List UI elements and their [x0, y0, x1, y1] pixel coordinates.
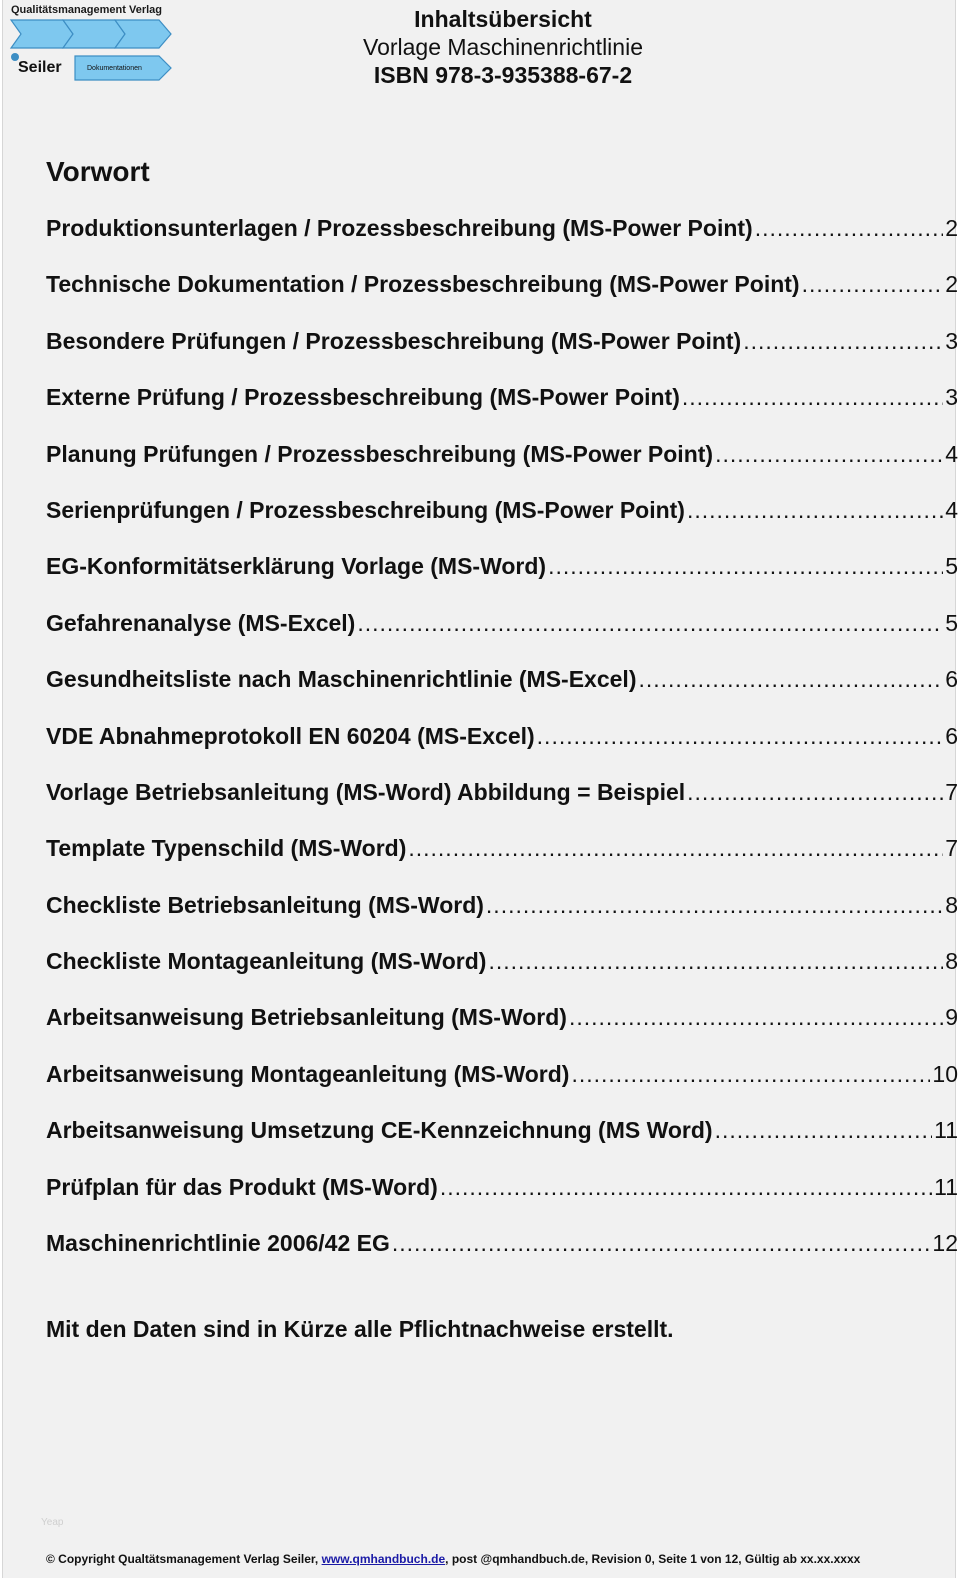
- document-header: [333, 5, 673, 89]
- toc-leader-dots: [486, 892, 943, 919]
- toc-entry-label: Produktionsunterlagen / Prozessbeschreibung (MS-Power Point): [46, 215, 753, 241]
- toc-entry[interactable]: [46, 384, 958, 440]
- document-page: [2, 0, 956, 1578]
- toc-entry-label: Vorlage Betriebsanleitung (MS-Word) Abbildung = Beispiel: [46, 778, 686, 805]
- toc-entry[interactable]: [46, 1230, 958, 1286]
- toc-entry-page-number: 10: [932, 1060, 958, 1087]
- toc-entry[interactable]: [46, 610, 958, 666]
- toc-entry-page-number: 8: [945, 891, 958, 918]
- table-of-contents: [46, 215, 958, 1286]
- toc-leader-dots: [569, 1004, 943, 1031]
- toc-leader-dots: [408, 835, 943, 862]
- toc-entry-label: Arbeitsanweisung Betriebsanleitung (MS-Word): [46, 1004, 567, 1031]
- logo-publisher-text: Qualitätsmanagement Verlag: [11, 4, 162, 16]
- toc-entry-label: Gefahrenanalyse (MS-Excel): [46, 609, 356, 636]
- toc-entry-page-number: 11: [934, 1117, 958, 1144]
- toc-leader-dots: [488, 948, 943, 975]
- toc-entry[interactable]: [46, 1061, 958, 1117]
- logo-name-text: Seiler: [18, 59, 62, 76]
- toc-entry-page-number: 9: [945, 1004, 958, 1031]
- footer-details: , post @qmhandbuch.de, Revision 0, Seite 1 von 12, Gültig ab xx.xx.xxxx: [445, 1552, 861, 1566]
- toc-entry[interactable]: [46, 1004, 958, 1060]
- toc-entry[interactable]: [46, 441, 958, 497]
- toc-entry-label: EG-Konformitätserklärung Vorlage (MS-Word): [46, 553, 547, 580]
- toc-entry[interactable]: [46, 666, 958, 722]
- toc-entry-page-number: 6: [945, 666, 958, 693]
- toc-entry-page-number: 7: [945, 835, 958, 862]
- toc-leader-dots: [802, 271, 944, 298]
- toc-leader-dots: [755, 215, 944, 242]
- toc-entry[interactable]: [46, 215, 958, 271]
- toc-entry-page-number: 3: [945, 384, 958, 411]
- faint-watermark: Yeap: [41, 1517, 64, 1528]
- toc-leader-dots: [687, 779, 943, 806]
- toc-leader-dots: [743, 328, 943, 355]
- toc-entry-page-number: 4: [945, 496, 958, 523]
- toc-entry-page-number: 3: [945, 327, 958, 354]
- toc-entry[interactable]: [46, 835, 958, 891]
- toc-entry-label: Template Typenschild (MS-Word): [46, 835, 407, 862]
- toc-entry-label: Besondere Prüfungen / Prozessbeschreibung (MS-Power Point): [46, 327, 742, 354]
- page-footer: [46, 1552, 860, 1566]
- toc-leader-dots: [537, 723, 944, 750]
- header-isbn: ISBN 978-3-935388-67-2: [373, 62, 633, 88]
- toc-entry-label: Planung Prüfungen / Prozessbeschreibung (MS-Power Point): [46, 440, 714, 467]
- logo-tag-text: Dokumentationen: [87, 65, 142, 72]
- toc-entry-label: Arbeitsanweisung Umsetzung CE-Kennzeichnung (MS Word): [46, 1117, 713, 1144]
- toc-entry-label: VDE Abnahmeprotokoll EN 60204 (MS-Excel): [46, 722, 535, 749]
- toc-entry[interactable]: [46, 723, 958, 779]
- toc-leader-dots: [357, 610, 943, 637]
- publisher-logo: [9, 4, 179, 88]
- toc-entry-page-number: 4: [945, 440, 958, 467]
- toc-entry-page-number: 7: [945, 778, 958, 805]
- toc-leader-dots: [392, 1230, 931, 1257]
- toc-entry-label: Technische Dokumentation / Prozessbeschreibung (MS-Power Point): [46, 271, 800, 298]
- toc-entry[interactable]: [46, 497, 958, 553]
- toc-entry[interactable]: [46, 948, 958, 1004]
- toc-entry-page-number: 5: [945, 553, 958, 580]
- toc-entry-page-number: 8: [945, 948, 958, 975]
- header-title: Inhaltsübersicht: [414, 6, 592, 32]
- toc-leader-dots: [682, 384, 943, 411]
- toc-entry[interactable]: [46, 271, 958, 327]
- header-subtitle: Vorlage Maschinenrichtlinie: [363, 34, 643, 60]
- toc-entry-page-number: 2: [945, 215, 958, 241]
- footer-copyright: © Copyright Qualtätsmanagement Verlag Seiler,: [46, 1552, 322, 1566]
- toc-entry-label: Checkliste Montageanleitung (MS-Word): [46, 948, 487, 975]
- toc-entry[interactable]: [46, 1117, 958, 1173]
- toc-entry-page-number: 2: [945, 271, 958, 298]
- toc-entry-page-number: 6: [945, 722, 958, 749]
- toc-entry-page-number: 12: [932, 1230, 958, 1257]
- toc-entry-label: Externe Prüfung / Prozessbeschreibung (MS-Power Point): [46, 384, 680, 411]
- toc-entry-label: Prüfplan für das Produkt (MS-Word): [46, 1173, 438, 1200]
- toc-entry[interactable]: [46, 1174, 958, 1230]
- toc-entry[interactable]: [46, 328, 958, 384]
- toc-entry-label: Checkliste Betriebsanleitung (MS-Word): [46, 891, 484, 918]
- toc-entry-label: Arbeitsanweisung Montageanleitung (MS-Word): [46, 1060, 570, 1087]
- toc-entry[interactable]: [46, 892, 958, 948]
- closing-note: Mit den Daten sind in Kürze alle Pflichtnachweise erstellt.: [46, 1316, 674, 1342]
- toc-leader-dots: [571, 1061, 930, 1088]
- toc-entry-label: Maschinenrichtlinie 2006/42 EG: [46, 1230, 390, 1257]
- toc-entry-label: Gesundheitsliste nach Maschinenrichtlinie (MS-Excel): [46, 666, 637, 693]
- toc-leader-dots: [638, 666, 943, 693]
- footer-website-link[interactable]: www.qmhandbuch.de: [321, 1552, 446, 1566]
- toc-entry-label: Serienprüfungen / Prozessbeschreibung (MS-Power Point): [46, 496, 685, 523]
- toc-leader-dots: [440, 1174, 932, 1201]
- toc-entry[interactable]: [46, 779, 958, 835]
- section-title: Vorwort: [46, 156, 150, 187]
- toc-entry-page-number: 11: [934, 1173, 958, 1200]
- toc-leader-dots: [687, 497, 943, 524]
- toc-leader-dots: [548, 553, 943, 580]
- toc-entry[interactable]: [46, 553, 958, 609]
- toc-leader-dots: [715, 441, 943, 468]
- toc-leader-dots: [715, 1117, 933, 1144]
- toc-entry-page-number: 5: [945, 609, 958, 636]
